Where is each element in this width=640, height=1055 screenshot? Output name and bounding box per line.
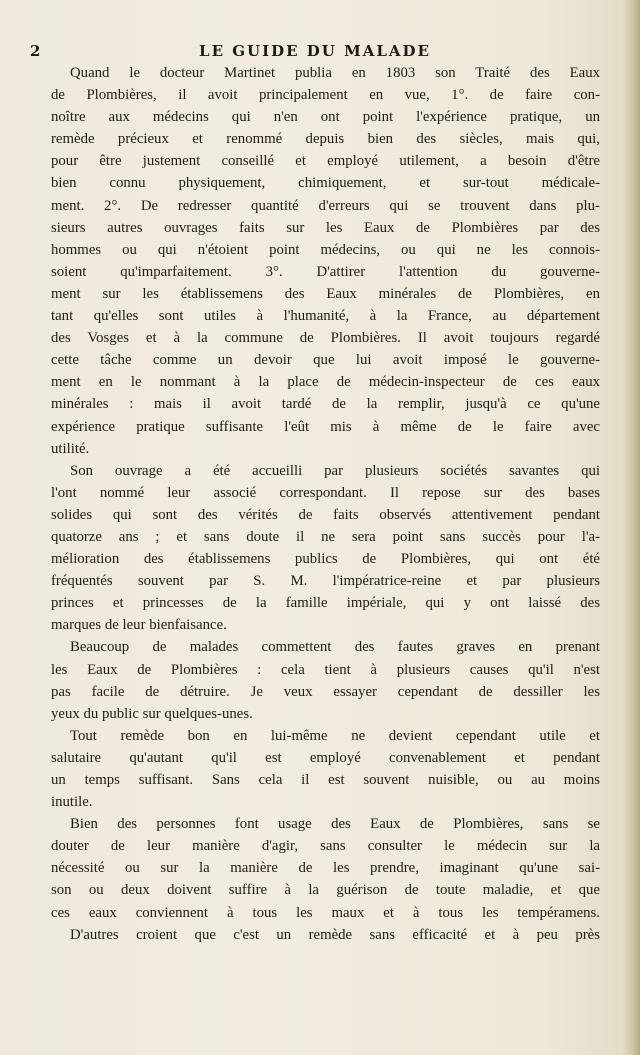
text-line: remède précieux et renommé depuis bien des siècles, mais qui, <box>51 131 600 148</box>
text-line: marques de leur bienfaisance. <box>51 617 227 634</box>
text-line: utilité. <box>51 440 90 457</box>
text-line: yeux du public sur quelques-unes. <box>51 705 253 722</box>
text-line: mélioration des établissemens publics de Plombières, qui ont été <box>51 551 600 568</box>
text-line: ces eaux conviennent à tous les maux et à tous les tempéramens. <box>51 904 600 921</box>
text-line: Bien des personnes font usage des Eaux de Plombières, sans se <box>70 816 600 833</box>
text-line: hommes ou qui n'étoient point médecins, ou qui ne les connois- <box>51 241 600 258</box>
text-line: princes et princesses de la famille impériale, qui y ont laissé des <box>51 595 600 612</box>
text-line: soient qu'imparfaitement. 3°. D'attirer l'attention du gouverne- <box>51 263 600 280</box>
text-line: fréquentés souvent par S. M. l'impératrice-reine et par plusieurs <box>51 573 600 590</box>
running-title: LE GUIDE DU MALADE <box>199 42 431 60</box>
page-header <box>30 42 600 64</box>
text-line: pour être justement conseillé et employé utilement, a besoin d'être <box>51 153 600 170</box>
text-line: son ou deux doivent suffire à la guérison de toute maladie, et que <box>51 882 600 899</box>
text-line: douter de leur manière d'agir, sans consulter le médecin sur la <box>51 838 600 855</box>
text-line: quatorze ans ; et sans doute il ne sera point sans succès pour l'a- <box>51 528 600 545</box>
text-line: ment sur les établissemens des Eaux minérales de Plombières, en <box>51 285 600 302</box>
page-edge-shadow <box>624 0 640 1055</box>
text-line: sieurs autres ouvrages faits sur les Eaux de Plombières par des <box>51 219 600 236</box>
text-line: de Plombières, il avoit principalement en vue, 1°. de faire con- <box>51 87 600 104</box>
text-line: un temps suffisant. Sans cela il est souvent nuisible, ou au moins <box>51 772 600 788</box>
text-line: cette tâche comme un devoir que lui avoit imposé le gouverne- <box>51 352 600 369</box>
text-line: noître aux médecins qui n'en ont point l'expérience pratique, un <box>51 109 600 126</box>
text-line: des Vosges et à la commune de Plombières. Il avoit toujours regardé <box>51 330 600 347</box>
text-line: Quand le docteur Martinet publia en 1803 son Traité des Eaux <box>70 65 600 81</box>
page-number: 2 <box>30 42 41 60</box>
text-line: salutaire qu'autant qu'il est employé convenablement et pendant <box>51 749 600 766</box>
text-line: Son ouvrage a été accueilli par plusieurs sociétés savantes qui <box>70 462 600 479</box>
text-line: bien connu physiquement, chimiquement, et sur-tout médicale- <box>51 175 600 192</box>
text-line: tant qu'elles sont utiles à l'humanité, à la France, au département <box>51 308 600 325</box>
body-text <box>51 62 600 946</box>
text-line: Tout remède bon en lui-même ne devient cependant utile et <box>70 727 600 744</box>
text-line: l'ont nommé leur associé correspondant. Il repose sur des bases <box>51 484 600 501</box>
text-line: solides qui sont des vérités de faits observés attentivement pendant <box>51 506 600 523</box>
text-line: expérience pratique suffisante l'eût mis à même de le faire avec <box>51 418 600 435</box>
text-line: Beaucoup de malades commettent des fautes graves en prenant <box>70 639 600 656</box>
text-line: nécessité ou sur la manière de les prendre, imaginant qu'une sai- <box>51 860 600 877</box>
text-line: ment en le nommant à la place de médecin-inspecteur de ces eaux <box>51 374 600 391</box>
text-line: D'autres croient que c'est un remède sans efficacité et à peu près <box>70 926 600 943</box>
text-line: les Eaux de Plombières : cela tient à plusieurs causes qu'il n'est <box>51 661 600 678</box>
text-line: inutile. <box>51 794 93 811</box>
text-line: ment. 2°. De redresser quantité d'erreurs qui se trouvent dans plu- <box>51 197 600 214</box>
text-line: pas facile de détruire. Je veux essayer cependant de dessiller les <box>51 683 600 700</box>
text-line: minérales : mais il avoit tardé de la remplir, jusqu'à ce qu'une <box>51 396 600 413</box>
